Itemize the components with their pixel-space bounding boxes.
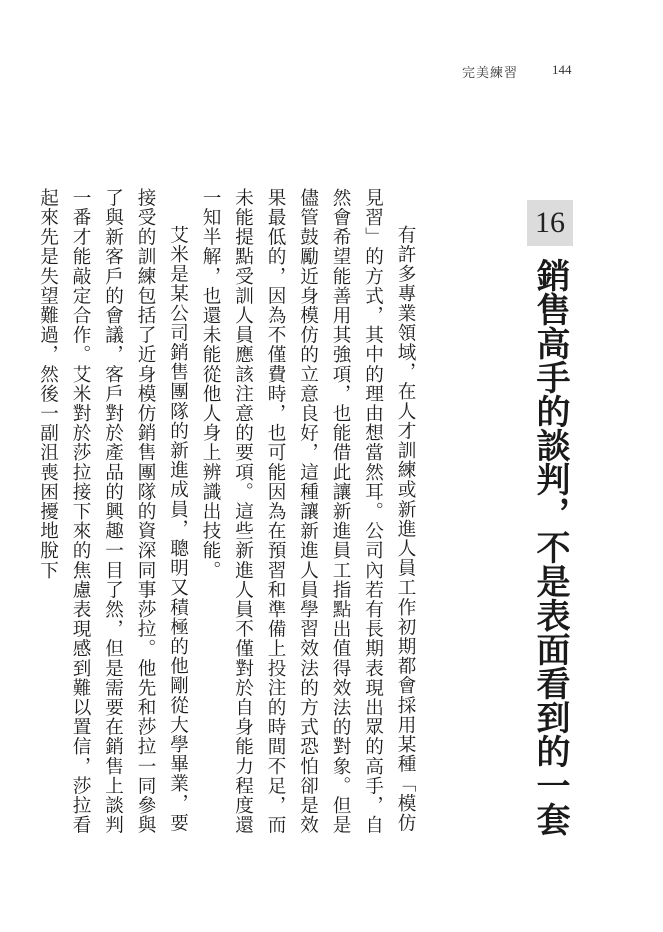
paragraph: 有許多專業領域，在人才訓練或新進人員工作初期都會採用某種「模仿見習」的方式，其中的理由想當然耳。公司內若有長期表現出眾的高手，自然會希望能善用其強項，也能借此讓新進員工指點出值得效法的對象。但是儘管鼓勵近身模仿的立意良好，這種讓新進人員學習效法的方式恐怕卻是效果最低的，因為不僅費時，也可能因為在預習和準備上投注的時間不足，而未能提點受訓人員應該注意的要項。這些新進人員不僅對於自身能力程度還一知半解，也還未能從他人身上辨識出技能。 <box>200 188 416 835</box>
paragraph: 艾米是某公司銷售團隊的新進成員，聰明又積極的他剛從大學畢業，要接受的訓練包括了近身模仿銷售團隊的資深同事莎拉。他先和莎拉一同參與了與新客戶的會議，客戶對於產品的興趣一目了然，但是需要在銷售上談判一番才能敲定合作。艾米對於莎拉接下來的焦慮表現感到難以置信，莎拉看起來先是失望難過，然後一副沮喪困擾地脫下 <box>37 188 189 835</box>
book-title: 完美練習 <box>462 66 519 81</box>
chapter-title: 銷售高手的談判，不是表面看到的一套 <box>530 258 570 836</box>
chapter-number: 16 <box>527 200 573 246</box>
body-text <box>37 188 421 852</box>
running-header <box>0 62 663 82</box>
page-number: 144 <box>552 62 572 77</box>
